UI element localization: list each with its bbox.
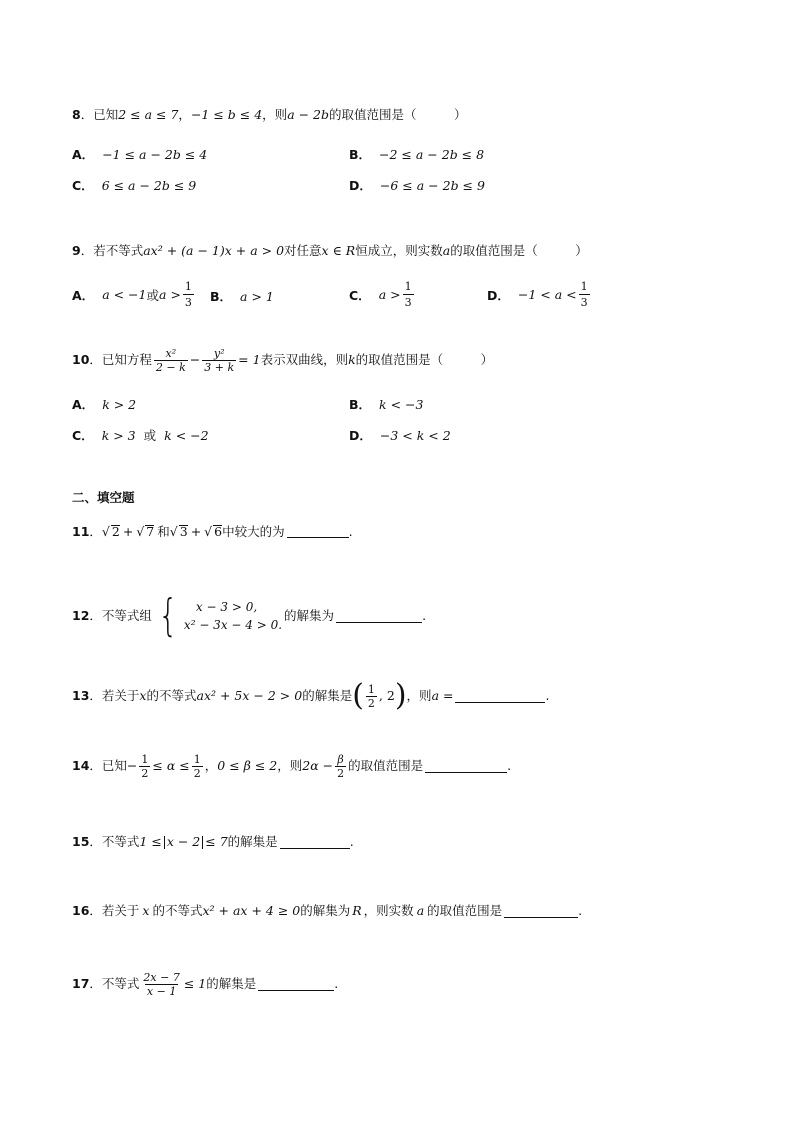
question-13: 13 ．若关于 x 的不等式 ax² + 5x − 2 > 0 的解集是 ( $\frac{1}{2}$ , 2 ) ，则 a = . [72,678,550,713]
question-17 [72,972,338,997]
stem-text: . [545,687,550,703]
math-expr: 2 ≤ a ≤ 7 [118,107,179,122]
option-text: a > 1 [240,288,274,304]
math-expr: x² + ax + 4 ≥ 0 [202,903,301,919]
math-expr: 2α − [302,758,334,774]
question-12 [72,590,427,641]
math-expr: 0 ≤ β ≤ 2 [217,758,278,774]
math-expr: ax² + 5x − 2 > 0 [196,687,303,703]
stem-text: 的解集是 [302,687,353,703]
stem-text: ．已知 [80,107,119,122]
math-expr: + [122,523,134,539]
question-14 [72,754,511,779]
question-number: 8 [72,107,81,122]
math-expr: a − 2b [287,107,330,122]
stem-text: 的解集是 [227,834,278,850]
fraction: $\frac{\beta}{2}$ [337,753,345,780]
math-expr: a = [431,687,454,703]
stem-text: ．不等式 [89,976,140,992]
stem-text: . [578,903,583,919]
answer-blank[interactable] [425,760,507,773]
math-expr: x² − 3x − 4 > 0. [183,618,283,632]
option-a: A． a < −1 或 a > $\frac{1}{3}$ [72,280,192,309]
stem-text: . [349,834,354,850]
stem-text: ， [204,758,218,774]
answer-blank[interactable] [504,905,578,918]
stem-text: ．若不等式 [80,243,144,258]
math-expr: a [442,243,451,258]
fraction: $\frac{\text{y²}}{3 + k}$ [204,347,235,374]
stem-text: ．已知方程 [89,352,152,368]
stem-text: 的不等式 [146,687,197,703]
math-expr: 2 [111,524,120,539]
question-number: 10 [72,352,90,368]
fraction: $\frac{1}{3}$ [580,280,588,309]
stem-text: 的不等式 [152,903,203,919]
stem-text: 的解集为 [284,607,335,623]
math-expr: + [190,523,202,539]
fraction: $\frac{2x - 7}{x - 1}$ [143,971,180,998]
stem-text: 的取值范围是（ ） [329,107,467,122]
math-expr: − [189,352,201,368]
question-10 [72,348,493,373]
question-number: 16 [72,903,90,919]
question-8 [72,109,467,122]
fraction: $\frac{\text{x²}}{2 - k}$ [155,347,186,374]
math-expr: ax² + (a − 1)x + a > 0 [143,243,285,258]
question-number: 12 [72,607,90,623]
stem-text: 的取值范围是 [348,758,424,774]
math-expr: − [126,758,138,774]
stem-text: 和 [157,523,170,539]
math-expr: x − 2 [164,836,203,849]
option-b: B． a > 1 [210,288,274,304]
stem-text: 对任意 [284,243,322,258]
option-a: A． −1 ≤ a − 2b ≤ 4 [72,146,208,162]
option-text: −2 ≤ a − 2b ≤ 8 [379,146,485,162]
option-c: C． 6 ≤ a − 2b ≤ 9 [72,177,197,193]
answer-blank[interactable] [280,836,350,849]
math-expr: ≤ α ≤ [152,758,190,774]
math-expr: x − 3 > 0, [195,600,258,614]
math-expr: x [142,903,150,919]
stem-text: . [507,758,512,774]
math-expr: 1 ≤ [139,834,162,850]
stem-text: 的解集是 [206,976,257,992]
stem-text: ．若关于 [89,903,140,919]
question-15 [72,836,354,849]
stem-text: ．不等式组 [89,607,152,623]
math-expr: a [416,903,425,919]
option-text: −1 < a < [517,287,577,302]
math-expr: R [352,903,362,919]
math-expr: x [139,687,147,703]
question-number: 14 [72,758,90,774]
stem-text: . [348,523,353,539]
stem-text: 的取值范围是（ ） [450,243,588,258]
inequality-system: { x − 3 > 0, x² − 3x − 4 > 0. [158,590,283,641]
option-text: −1 ≤ a − 2b ≤ 4 [102,146,208,162]
stem-text: ， [178,107,191,122]
section-title: 二、填空题 [72,490,135,505]
option-d: D． −6 ≤ a − 2b ≤ 9 [349,177,485,193]
question-number: 11 [72,523,90,539]
option-text: k < −2 [164,427,209,443]
stem-text: . [422,607,427,623]
question-9 [72,245,588,258]
stem-text: 的解集为 [300,903,351,919]
option-c: C． a > $\frac{1}{3}$ [349,280,412,309]
option-text: 6 ≤ a − 2b ≤ 9 [101,177,197,193]
stem-text: 的取值范围是 [427,903,503,919]
fraction: $\frac{1}{3}$ [184,280,192,309]
question-number: 13 [72,687,90,703]
stem-text: ，则 [262,107,288,122]
option-d: D． −1 < a < $\frac{1}{3}$ [487,280,588,309]
answer-blank[interactable] [455,690,545,703]
stem-text: ． [89,523,102,539]
fraction: $\frac{1}{3}$ [404,280,412,309]
math-expr: 6 [214,524,223,539]
question-number: 17 [72,976,90,992]
stem-text: ．若关于 [89,687,140,703]
option-c: C． k > 3 或 k < −2 [72,427,209,443]
stem-text: 恒成立，则实数 [355,243,443,258]
question-number: 15 [72,834,90,850]
question-11: 11 ． √ 2 + √ 7 和 √ 3 + √ 6 中较大的为 . [72,523,353,539]
math-expr: = 1 [238,352,261,368]
stem-text: ，则 [277,758,303,774]
stem-text: ．已知 [89,758,127,774]
option-text: a < −1 [102,287,147,302]
question-number: 9 [72,243,81,258]
option-a: A． k > 2 [72,396,137,412]
option-text: 或 [146,287,160,303]
math-expr: ≤ 1 [183,976,207,992]
option-text: k < −3 [379,396,424,412]
stem-text: . [334,976,339,992]
math-expr: −1 ≤ b ≤ 4 [190,107,263,122]
fraction: $\frac{1}{2}$ [141,753,149,780]
option-text: −3 < k < 2 [379,427,451,443]
option-d: D． −3 < k < 2 [349,427,451,443]
stem-text: 中较大的为 [222,523,285,539]
math-expr: ≤ 7 [205,834,228,850]
option-b: B． −2 ≤ a − 2b ≤ 8 [349,146,485,162]
math-expr: 3 [179,524,188,539]
math-expr: x ∈ R [321,243,356,258]
fraction: $\frac{1}{2}$ [193,753,201,780]
stem-text: ，则 [406,687,432,703]
answer-blank[interactable] [287,525,349,538]
option-text: −6 ≤ a − 2b ≤ 9 [379,177,485,193]
fraction: $\frac{1}{2}$ [367,682,375,710]
option-text: k > 2 [102,396,137,412]
option-text: k > 3 [101,427,136,443]
option-text: a > [159,287,181,302]
stem-text: 的取值范围是（ ） [355,352,494,368]
stem-text: ．不等式 [89,834,140,850]
math-expr: k [348,352,356,368]
math-expr: , 2 [378,687,395,703]
option-text: 或 [143,428,157,443]
question-16 [72,905,582,918]
answer-blank[interactable] [258,978,334,991]
option-text: a > [378,287,401,302]
math-expr: 7 [146,524,155,539]
stem-text: ，则实数 [363,903,414,919]
option-b: B． k < −3 [349,396,424,412]
answer-blank[interactable] [336,610,422,623]
stem-text: 表示双曲线，则 [260,352,349,368]
